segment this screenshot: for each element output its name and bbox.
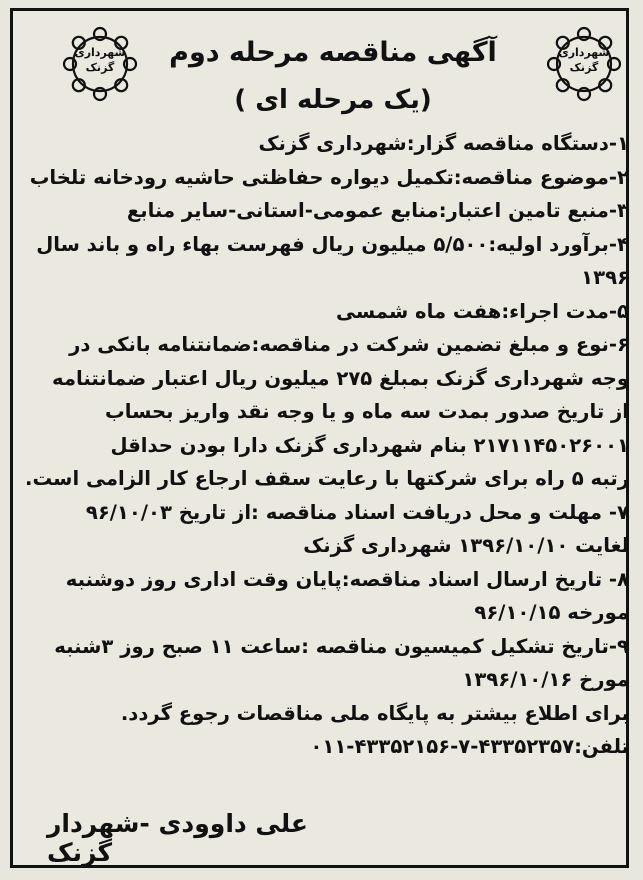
notice-line: مورخ ۱۳۹۶/۱۰/۱۶ [462, 668, 629, 691]
notice-line: ۵-مدت اجراء:هفت ماه شمسی [336, 299, 629, 323]
municipality-logo-left [61, 25, 139, 103]
notice-line: از تاریخ صدور بمدت سه ماه و یا وجه نقد واریز بحساب [105, 400, 629, 423]
notice-line: رتبه ۵ راه برای شرکتها با رعایت سقف ارجاع کار الزامی است. [25, 467, 629, 490]
logo-text [61, 45, 139, 75]
notice-line: ۹-تاریخ تشکیل کمیسیون مناقصه :ساعت ۱۱ صبح روز ۳شنبه [54, 634, 629, 658]
notice-subtitle: (یک مرحله ای ) [234, 85, 432, 115]
logo-line-1: شهرداری [74, 46, 126, 59]
notice-line: ۱-دستگاه مناقصه گزار:شهرداری گزنک [258, 132, 629, 155]
signature: علی داوودی -شهردار گزنک [47, 809, 309, 867]
notice-line: ۲۱۷۱۱۴۵۰۲۶۰۰۱ بنام شهرداری گزنک دارا بودن حداقل [110, 433, 629, 457]
notice-body [25, 127, 629, 764]
notice-line: ۸- تاریخ ارسال اسناد مناقصه:پایان وقت اداری روز دوشنبه [65, 567, 629, 591]
notice-frame [10, 8, 629, 868]
notice-line: ۳-منبع تامین اعتبار:منابع عمومی-استانی-سایر منابع [126, 199, 629, 222]
notice-line: ۱۳۹۶ [581, 266, 629, 289]
logo-line-1: شهرداری [558, 46, 610, 59]
notice-line: مورخه ۹۶/۱۰/۱۵ [474, 601, 629, 624]
municipality-logo-right [545, 25, 623, 103]
logo-line-2: گزنک [569, 61, 599, 74]
notice-line: برای اطلاع بیشتر به پایگاه ملی مناقصات رجوع گردد. [120, 701, 629, 725]
notice-line: لغایت ۱۳۹۶/۱۰/۱۰ شهرداری گزنک [303, 534, 629, 557]
notice-line: ۷- مهلت و محل دریافت اسناد مناقصه :از تاریخ ۹۶/۱۰/۰۳ [85, 500, 629, 524]
notice-title: آگهی مناقصه مرحله دوم [169, 37, 497, 68]
logo-line-2: گزنک [85, 61, 115, 74]
notice-line: ۶-نوع و مبلغ تضمین شرکت در مناقصه:ضمانتنامه بانکی در [69, 333, 629, 356]
notice-line: ۴-برآورد اولیه:۵/۵۰۰ میلیون ریال فهرست بهاء راه و باند سال [36, 232, 629, 256]
notice-line: تلفن:۴۳۳۵۲۳۵۷-۷-۴۳۳۵۲۱۵۶-۰۱۱ [310, 735, 629, 758]
logo-text [545, 45, 623, 75]
notice-line: ۲-موضوع مناقصه:تکمیل دیواره حفاظتی حاشیه رودخانه تلخاب [29, 165, 629, 189]
notice-line: وجه شهرداری گزنک بمبلغ ۲۷۵ میلیون ریال اعتبار ضمانتنامه [52, 366, 629, 390]
